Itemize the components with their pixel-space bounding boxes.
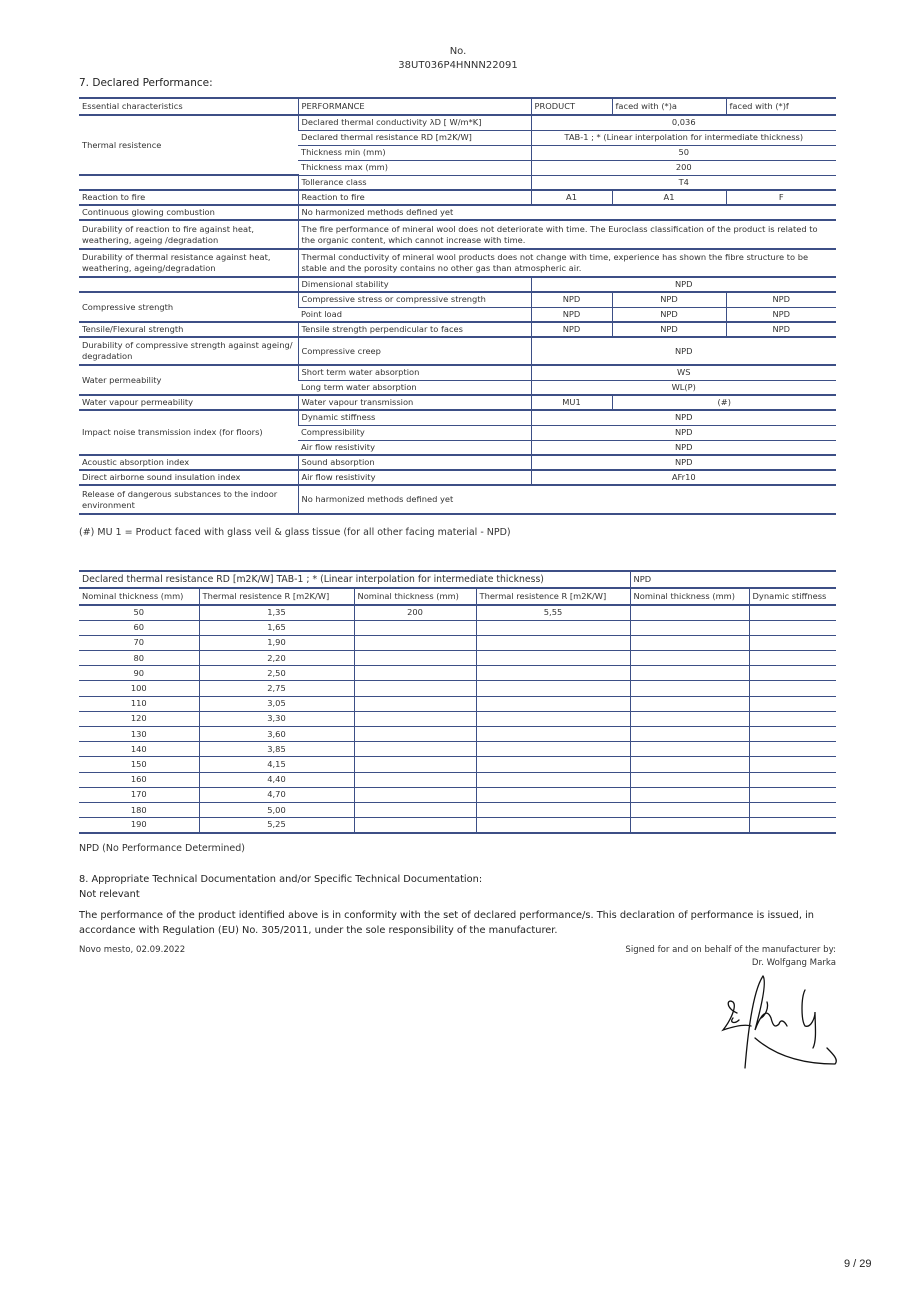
table-cell	[749, 787, 836, 802]
table-row	[79, 115, 836, 130]
perf-cell: Tensile strength perpendicular to faces	[298, 322, 531, 337]
char-cell: Reaction to fire	[79, 190, 298, 205]
table-cell	[630, 666, 749, 681]
table-row	[79, 711, 836, 726]
place-date: Novo mesto, 02.09.2022	[79, 945, 186, 955]
section-8-value: Not relevant	[79, 889, 140, 900]
table-cell: 1,35	[199, 605, 354, 620]
char-cell	[79, 277, 298, 292]
perf-cell: Declared thermal conductivity λD [ W/m*K]	[298, 115, 531, 130]
table-cell	[476, 727, 630, 742]
table-cell	[354, 742, 476, 757]
char-cell: Compressive strength	[79, 292, 298, 322]
table-cell	[749, 635, 836, 650]
table-cell	[476, 681, 630, 696]
table-cell	[476, 742, 630, 757]
table-cell	[354, 620, 476, 635]
table-cell	[476, 651, 630, 666]
table-cell	[354, 666, 476, 681]
table-cell: 90	[79, 666, 199, 681]
table-cell: 4,70	[199, 787, 354, 802]
product-cell: NPD	[531, 307, 612, 322]
table-cell: 170	[79, 787, 199, 802]
table-cell: 5,55	[476, 605, 630, 620]
table-cell	[630, 727, 749, 742]
table-row	[79, 802, 836, 817]
doc-number: 38UT036P4HNNN22091	[398, 60, 518, 71]
faced-f-cell: NPD	[726, 322, 836, 337]
value-cell: AFr10	[531, 470, 836, 485]
value-cell: 0,036	[531, 115, 836, 130]
char-cell: Continuous glowing combustion	[79, 205, 298, 220]
perf-cell: Reaction to fire	[298, 190, 531, 205]
doc-no-label: No.	[449, 46, 467, 57]
perf-cell: Compressive stress or compressive strength	[298, 292, 531, 307]
table-cell	[354, 802, 476, 817]
table-cell: 1,65	[199, 620, 354, 635]
col-header: PRODUCT	[531, 98, 612, 115]
product-cell: A1	[531, 190, 612, 205]
table-cell	[354, 772, 476, 787]
table-cell	[749, 772, 836, 787]
perf-cell: Point load	[298, 307, 531, 322]
table-cell	[749, 711, 836, 726]
table-row	[79, 277, 836, 292]
table-row	[79, 455, 836, 470]
table-cell	[749, 802, 836, 817]
char-cell: Direct airborne sound insulation index	[79, 470, 298, 485]
table-row	[79, 220, 836, 249]
table-cell: 3,60	[199, 727, 354, 742]
table-cell	[630, 802, 749, 817]
faced-a-cell: NPD	[612, 307, 726, 322]
char-cell: Release of dangerous substances to the indoor environment	[79, 485, 298, 514]
table-row	[79, 249, 836, 277]
declared-performance-table	[79, 97, 836, 515]
table-row	[79, 292, 836, 307]
table-cell	[749, 605, 836, 620]
table-cell	[630, 787, 749, 802]
col-header: faced with (*)f	[726, 98, 836, 115]
table-cell: 1,90	[199, 635, 354, 650]
table-header-row	[79, 588, 836, 605]
table-cell	[476, 818, 630, 833]
table-cell	[749, 681, 836, 696]
perf-cell: Sound absorption	[298, 455, 531, 470]
table-row	[79, 666, 836, 681]
perf-cell: Dimensional stability	[298, 277, 531, 292]
table-cell	[354, 787, 476, 802]
table-cell	[630, 620, 749, 635]
table-cell: 200	[354, 605, 476, 620]
table-cell: 190	[79, 818, 199, 833]
col-header: Dynamic stiffness	[749, 588, 836, 605]
table-cell	[476, 711, 630, 726]
perf-cell: Thickness max (mm)	[298, 160, 531, 175]
table-cell	[476, 757, 630, 772]
faced-a-cell: A1	[612, 190, 726, 205]
table-cell	[749, 742, 836, 757]
npd-title: NPD	[630, 571, 836, 588]
faced-cell: (#)	[612, 395, 836, 410]
table-row	[79, 337, 836, 365]
value-cell: NPD	[531, 440, 836, 455]
table-cell	[354, 757, 476, 772]
table-cell	[630, 818, 749, 833]
table-cell	[354, 696, 476, 711]
table-cell	[354, 818, 476, 833]
perf-cell: Water vapour transmission	[298, 395, 531, 410]
table-cell	[354, 681, 476, 696]
value-cell: NPD	[531, 277, 836, 292]
table-cell	[354, 727, 476, 742]
table-cell	[630, 696, 749, 711]
table-row	[79, 681, 836, 696]
table-cell: 2,20	[199, 651, 354, 666]
col-header: Nominal thickness (mm)	[354, 588, 476, 605]
mu-footnote: (#) MU 1 = Product faced with glass veil & glass tissue (for all other facing material - NPD)	[79, 527, 511, 538]
table-cell	[476, 666, 630, 681]
table-cell: 110	[79, 696, 199, 711]
value-cell: 200	[531, 160, 836, 175]
table-header-row	[79, 98, 836, 115]
table-cell	[630, 757, 749, 772]
value-cell: TAB-1 ; * (Linear interpolation for intermediate thickness)	[531, 130, 836, 145]
table-cell: 2,75	[199, 681, 354, 696]
table-row	[79, 651, 836, 666]
table-cell	[749, 727, 836, 742]
perf-cell: Declared thermal resistance RD [m2K/W]	[298, 130, 531, 145]
table-cell: 70	[79, 635, 199, 650]
table-title-row	[79, 571, 836, 588]
table-row	[79, 175, 836, 190]
table-row	[79, 772, 836, 787]
perf-cell: Dynamic stiffness	[298, 410, 531, 425]
table-cell	[630, 605, 749, 620]
table-cell: 3,30	[199, 711, 354, 726]
value-cell: NPD	[531, 455, 836, 470]
page-number: 9 / 29	[844, 1258, 872, 1270]
char-cell: Impact noise transmission index (for floors)	[79, 410, 298, 455]
table-cell	[354, 711, 476, 726]
value-cell: WL(P)	[531, 380, 836, 395]
table-cell	[476, 772, 630, 787]
table-cell: 180	[79, 802, 199, 817]
char-cell: Durability of thermal resistance against heat, weathering, ageing/degradation	[79, 249, 298, 277]
perf-cell: Thickness min (mm)	[298, 145, 531, 160]
faced-a-cell: NPD	[612, 292, 726, 307]
table-cell	[476, 620, 630, 635]
perf-cell: Air flow resistivity	[298, 470, 531, 485]
table-row	[79, 787, 836, 802]
col-header: Thermal resistence R [m2K/W]	[199, 588, 354, 605]
value-cell: NPD	[531, 410, 836, 425]
table-row	[79, 635, 836, 650]
table-row	[79, 818, 836, 833]
table-cell	[476, 635, 630, 650]
table-cell	[749, 666, 836, 681]
char-cell: Water permeability	[79, 365, 298, 395]
char-cell: Durability of reaction to fire against heat, weathering, ageing /degradation	[79, 220, 298, 249]
table-row	[79, 322, 836, 337]
table-cell	[749, 818, 836, 833]
table-row	[79, 727, 836, 742]
table-cell	[630, 711, 749, 726]
table-row	[79, 742, 836, 757]
faced-f-cell: NPD	[726, 292, 836, 307]
table-cell	[476, 802, 630, 817]
perf-cell: No harmonized methods defined yet	[298, 205, 836, 220]
table-cell	[630, 772, 749, 787]
section-8-title: 8. Appropriate Technical Documentation and/or Specific Technical Documentation:	[79, 874, 483, 885]
table-row	[79, 470, 836, 485]
signatory-name: Dr. Wolfgang Marka	[751, 958, 836, 968]
value-cell: 50	[531, 145, 836, 160]
col-header: PERFORMANCE	[298, 98, 531, 115]
col-header: Nominal thickness (mm)	[79, 588, 199, 605]
perf-cell: Air flow resistivity	[298, 440, 531, 455]
perf-cell: No harmonized methods defined yet	[298, 485, 836, 514]
table-cell: 80	[79, 651, 199, 666]
col-header: Thermal resistence R [m2K/W]	[476, 588, 630, 605]
perf-cell: Long term water absorption	[298, 380, 531, 395]
table-row	[79, 620, 836, 635]
table-row	[79, 365, 836, 380]
conformity-statement: The performance of the product identified above is in conformity with the set of declared performance/s. This declaration of performance is issued, in accordance with Regulation (EU) No. 305/2011, under the sole responsibility of the manufacturer.	[79, 910, 814, 936]
value-cell: NPD	[531, 425, 836, 440]
table-cell: 5,25	[199, 818, 354, 833]
perf-cell: Thermal conductivity of mineral wool products does not change with time, experience has shown the fibre structure to be stable and the porosity contains no other gas than atmospheric air.	[298, 249, 836, 277]
product-cell: NPD	[531, 292, 612, 307]
faced-a-cell: NPD	[612, 322, 726, 337]
table-cell: 5,00	[199, 802, 354, 817]
table-cell	[630, 742, 749, 757]
table-cell: 3,85	[199, 742, 354, 757]
table-row	[79, 757, 836, 772]
table-cell	[354, 635, 476, 650]
table-cell	[749, 620, 836, 635]
col-header: Essential characteristics	[79, 98, 298, 115]
col-header: faced with (*)a	[612, 98, 726, 115]
table-cell: 130	[79, 727, 199, 742]
value-cell: T4	[531, 175, 836, 190]
product-cell: NPD	[531, 322, 612, 337]
value-cell: NPD	[531, 337, 836, 365]
thermal-resistance-table	[79, 570, 836, 834]
faced-f-cell: F	[726, 190, 836, 205]
table-cell: 160	[79, 772, 199, 787]
table-cell: 150	[79, 757, 199, 772]
table-row	[79, 696, 836, 711]
col-header: Nominal thickness (mm)	[630, 588, 749, 605]
product-cell: MU1	[531, 395, 612, 410]
table-cell: 100	[79, 681, 199, 696]
signature-icon	[715, 968, 840, 1073]
perf-cell: Short term water absorption	[298, 365, 531, 380]
table-cell: 120	[79, 711, 199, 726]
table-cell: 60	[79, 620, 199, 635]
table-cell	[630, 635, 749, 650]
table-row	[79, 190, 836, 205]
table-row	[79, 205, 836, 220]
char-cell: Tensile/Flexural strength	[79, 322, 298, 337]
table-cell: 4,40	[199, 772, 354, 787]
char-cell: Durability of compressive strength against ageing/ degradation	[79, 337, 298, 365]
section-7-title: 7. Declared Performance:	[79, 77, 213, 89]
table-cell: 2,50	[199, 666, 354, 681]
table-cell	[749, 696, 836, 711]
table-row	[79, 605, 836, 620]
perf-cell: Compressibility	[298, 425, 531, 440]
signed-by-label: Signed for and on behalf of the manufacturer by:	[625, 945, 836, 955]
char-cell	[79, 175, 298, 190]
table-cell: 50	[79, 605, 199, 620]
table-cell	[630, 681, 749, 696]
table-row	[79, 395, 836, 410]
perf-cell: Compressive creep	[298, 337, 531, 365]
table-cell	[476, 787, 630, 802]
table-cell	[749, 757, 836, 772]
table-row	[79, 485, 836, 514]
table-cell	[354, 651, 476, 666]
rd-table-title: Declared thermal resistance RD [m2K/W] TAB-1 ; * (Linear interpolation for intermediate thickness)	[79, 571, 630, 588]
table-row	[79, 410, 836, 425]
table-cell: 4,15	[199, 757, 354, 772]
value-cell: WS	[531, 365, 836, 380]
table-cell	[476, 696, 630, 711]
perf-cell: The fire performance of mineral wool does not deteriorate with time. The Euroclass classification of the product is related to the organic content, which cannot increase with time.	[298, 220, 836, 249]
char-cell: Thermal resistence	[79, 115, 298, 175]
npd-note: NPD (No Performance Determined)	[79, 843, 245, 854]
char-cell: Water vapour permeability	[79, 395, 298, 410]
perf-cell: Tollerance class	[298, 175, 531, 190]
table-cell	[630, 651, 749, 666]
faced-f-cell: NPD	[726, 307, 836, 322]
table-cell: 140	[79, 742, 199, 757]
table-cell	[749, 651, 836, 666]
char-cell: Acoustic absorption index	[79, 455, 298, 470]
table-cell: 3,05	[199, 696, 354, 711]
